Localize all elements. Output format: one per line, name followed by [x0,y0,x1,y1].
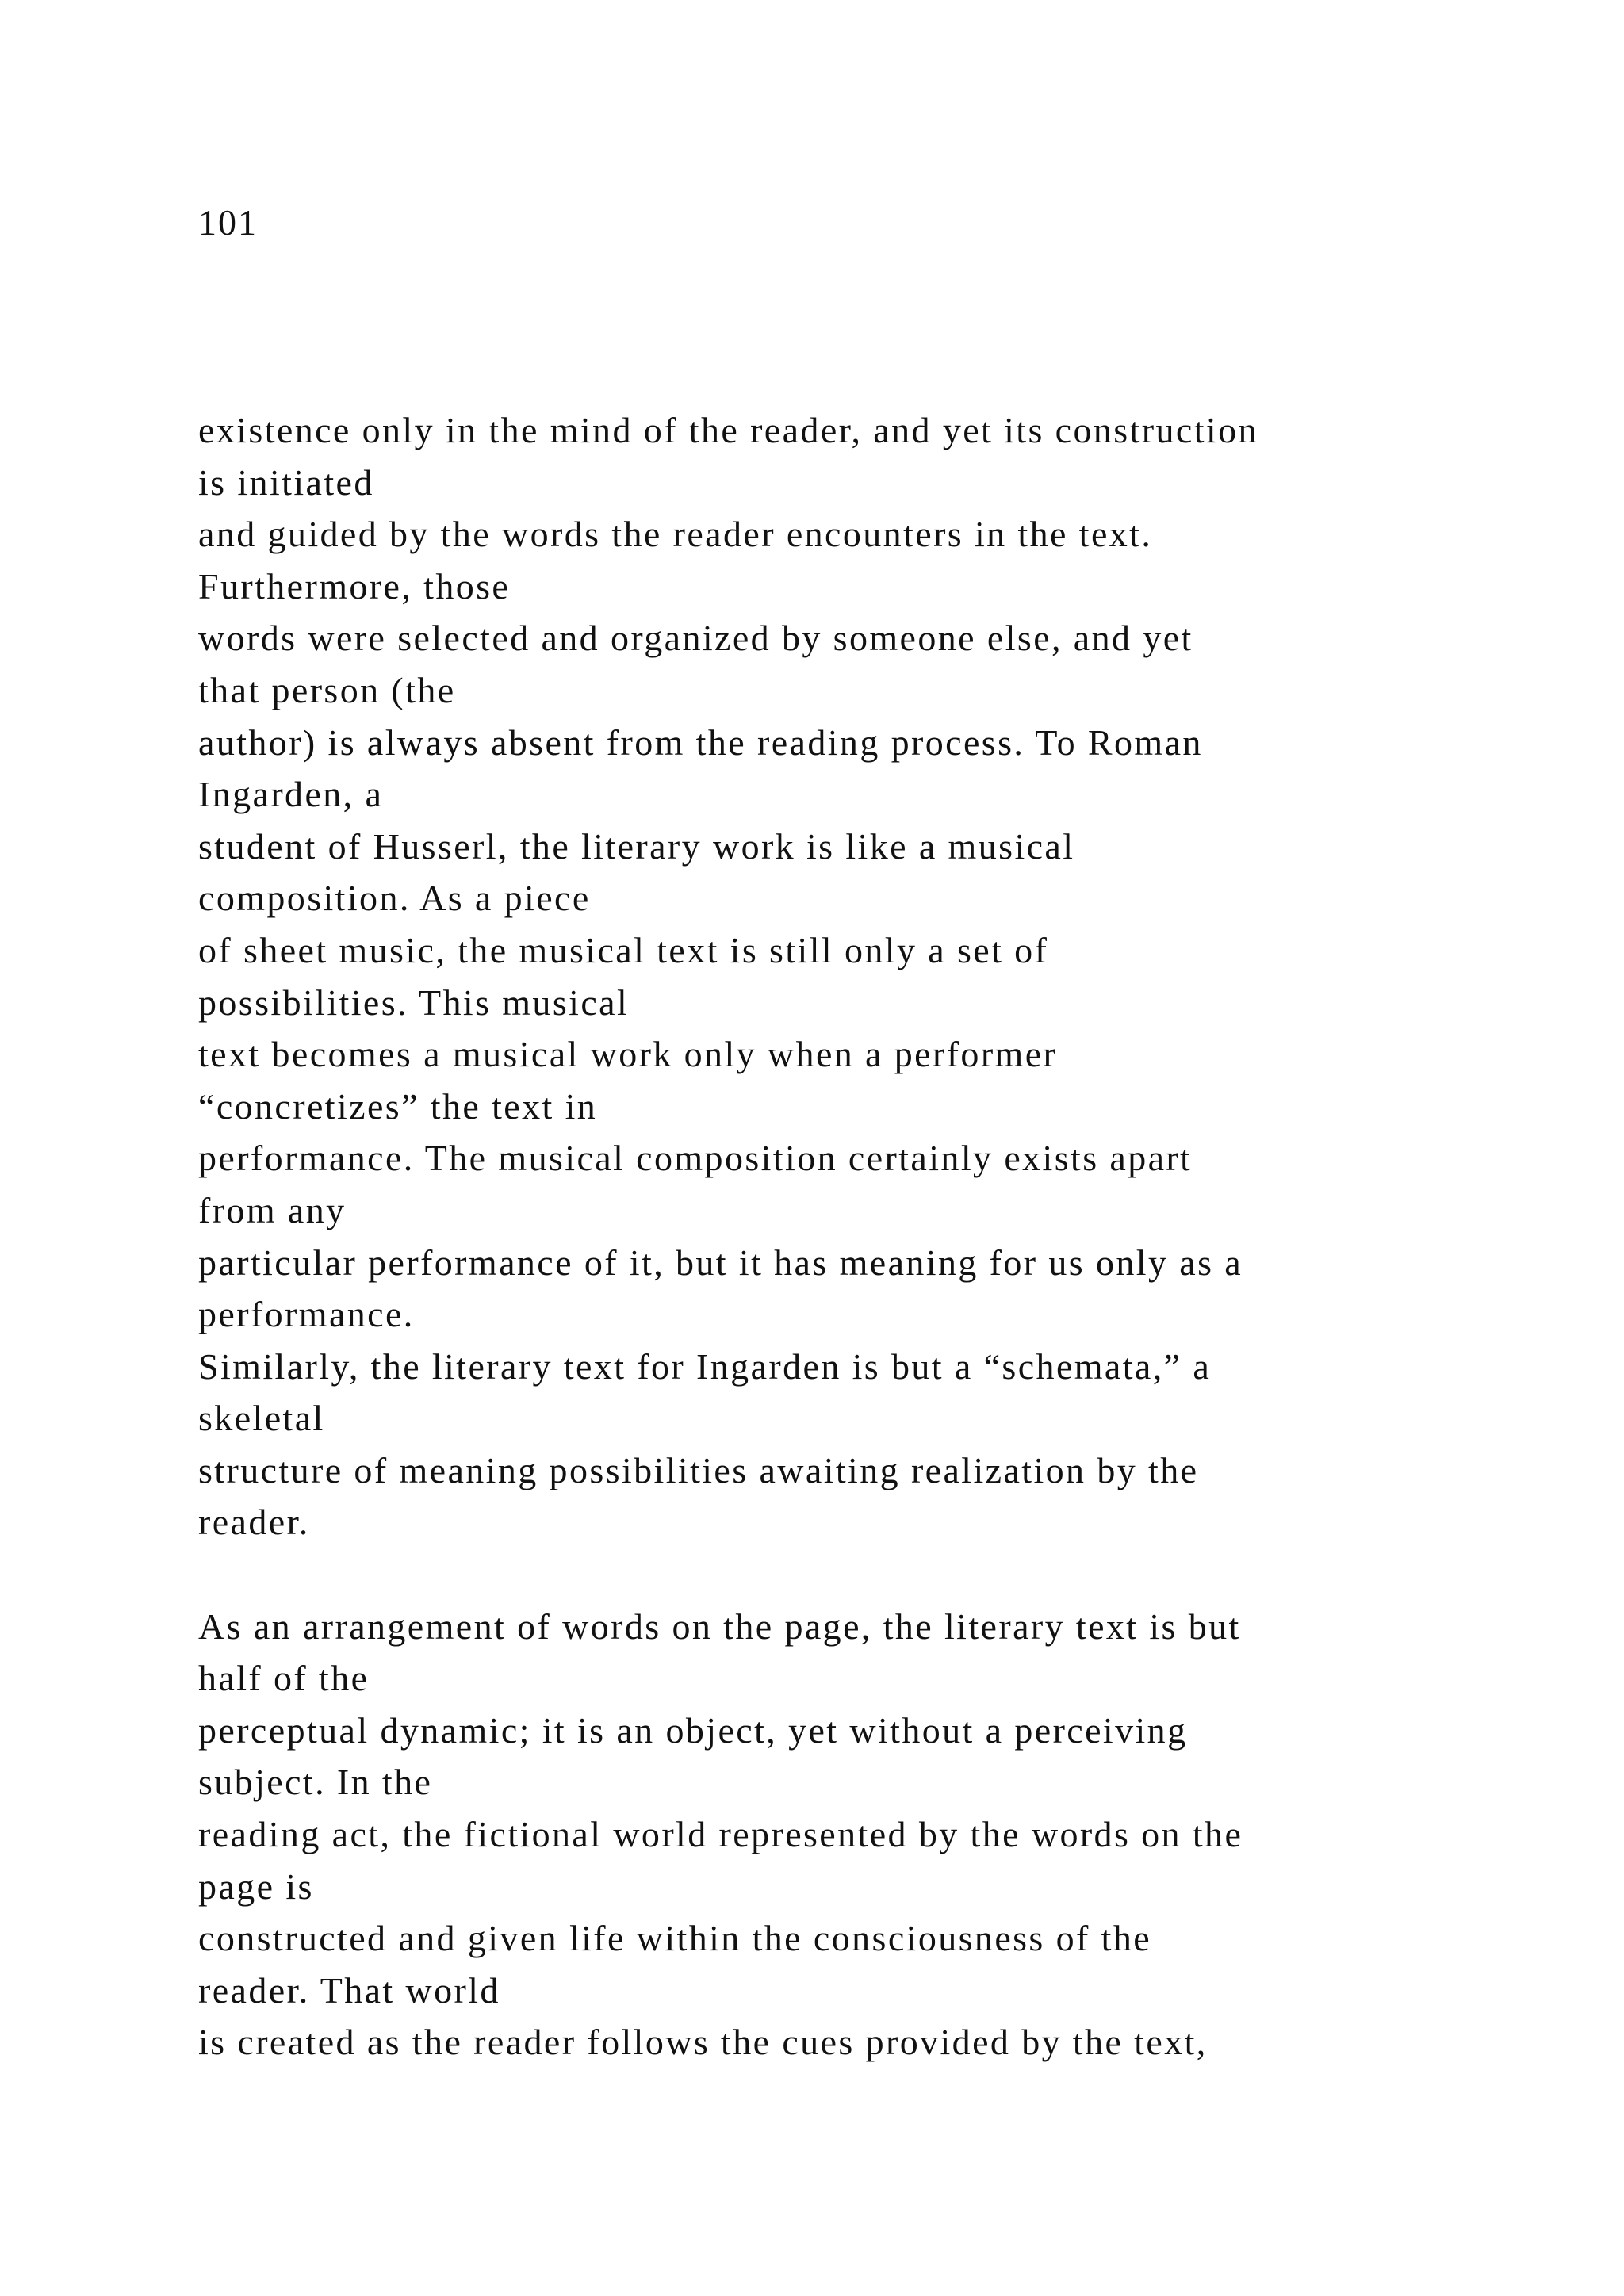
text-line: subject. In the [198,1762,433,1803]
paragraph-1 [198,404,1499,1548]
text-line: text becomes a musical work only when a performer [198,1034,1058,1075]
text-line: that person (the [198,669,456,710]
text-line: existence only in the mind of the reader, and yet its construction [198,410,1258,450]
text-line: student of Husserl, the literary work is like a musical [198,825,1075,867]
text-line: “concretizes” the text in [198,1085,598,1127]
text-line: author) is always absent from the reading process. To Roman [198,721,1203,763]
text-line: half of the [198,1658,370,1699]
text-line: Ingarden, a [198,774,384,815]
text-line: reading act, the fictional world represented by the words on the [198,1814,1243,1855]
text-line: reader. [198,1502,310,1543]
text-line: possibilities. This musical [198,982,630,1023]
text-line: skeletal [198,1398,325,1439]
text-line: is initiated [198,461,374,503]
paragraph-gap [198,1548,1499,1601]
text-line: particular performance of it, but it has meaning for us only as a [198,1242,1243,1283]
text-line: constructed and given life within the consciousness of the [198,1918,1152,1959]
text-line: performance. The musical composition certainly exists apart [198,1138,1193,1179]
text-line: and guided by the words the reader encounters in the text. [198,514,1153,555]
text-line: Furthermore, those [198,565,511,607]
text-line: structure of meaning possibilities awaiting realization by the [198,1449,1199,1490]
text-line: Similarly, the literary text for Ingarden is but a “schemata,” a [198,1345,1212,1387]
paragraph-2 [198,1601,1499,2068]
text-line: from any [198,1189,347,1230]
body-text [198,404,1499,2068]
text-line: page is [198,1866,314,1907]
text-line: reader. That world [198,1969,500,2011]
text-line: is created as the reader follows the cues provided by the text, [198,2022,1208,2063]
text-line: of sheet music, the musical text is still only a set of [198,929,1049,970]
page-number: 101 [198,202,258,243]
text-line: composition. As a piece [198,878,591,919]
text-line: words were selected and organized by someone else, and yet [198,618,1193,659]
text-line: As an arrangement of words on the page, the literary text is but [198,1605,1241,1647]
text-line: performance. [198,1294,415,1335]
text-line: perceptual dynamic; it is an object, yet without a perceiving [198,1709,1188,1751]
